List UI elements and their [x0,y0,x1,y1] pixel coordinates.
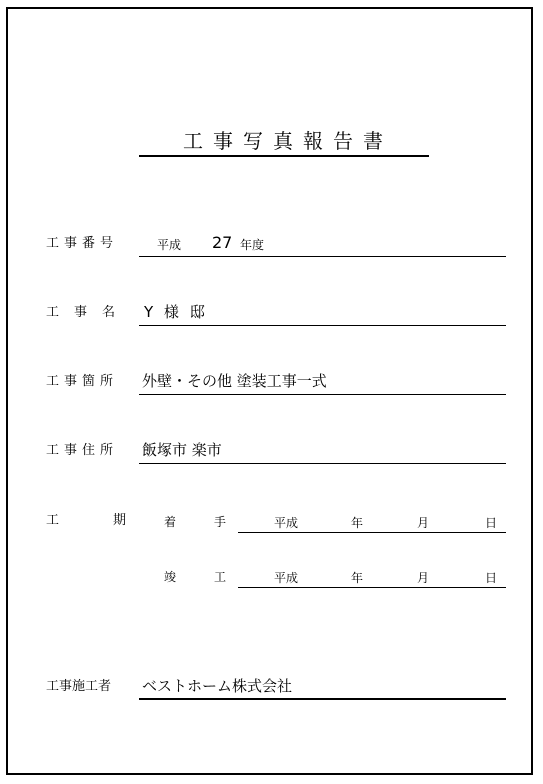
end-day: 日 [485,571,498,585]
start-underline [238,532,506,533]
label-construction-name: 工事名 [46,305,131,320]
label-contractor: 工事施工者 [46,679,112,694]
number-year: 27 [212,233,233,252]
label-construction-number: 工事番号 [46,236,119,251]
label-construction-address: 工事住所 [46,443,119,458]
number-underline [139,256,506,257]
number-suffix: 年度 [240,238,265,252]
end-label-a: 竣 [164,570,177,584]
label-construction-location: 工事箇所 [46,374,119,389]
start-year: 年 [351,516,364,530]
location-underline [139,394,506,395]
start-day: 日 [485,516,498,530]
name-underline [139,325,506,326]
page-frame [6,7,533,775]
end-year: 年 [351,571,364,585]
start-era: 平成 [274,516,299,530]
end-label-b: 工 [214,570,227,584]
report-title: 工事写真報告書 [139,127,429,157]
start-label-a: 着 [164,515,177,529]
number-era: 平成 [157,238,182,252]
label-period-right: 期 [113,513,127,528]
end-era: 平成 [274,571,299,585]
contractor-underline [139,698,506,700]
start-month: 月 [417,516,430,530]
construction-address-value: 飯塚市 楽市 [142,441,222,459]
construction-name-value: Y 様 邸 [144,303,208,321]
construction-location-value: 外壁・その他 塗装工事一式 [142,372,327,390]
end-underline [238,587,506,588]
start-label-b: 手 [214,515,227,529]
contractor-value: ベストホーム株式会社 [142,677,293,695]
end-month: 月 [417,571,430,585]
label-period-left: 工 [46,513,60,528]
address-underline [139,463,506,464]
